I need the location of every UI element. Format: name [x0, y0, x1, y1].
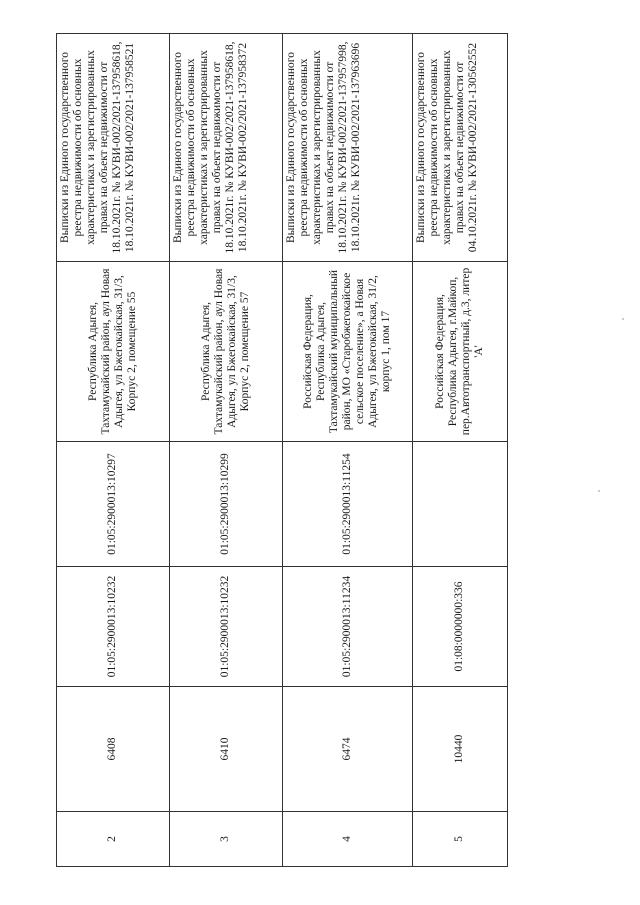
registry-extracts: Выписки из Единого государственного реестра недвижимости об основных характеристиках и зарегистрированных правах на объект недвижимости от 04.10.2021г. № КУВИ-002/2021-130562552: [412, 34, 507, 262]
cadastral-number-parent: 01:05:2900013:11234: [282, 567, 412, 687]
registry-number: 6474: [282, 687, 412, 812]
registry-extracts: Выписки из Единого государственного реестра недвижимости об основных характеристиках и зарегистрированных правах на объект недвижимости от 18.10.2021г. № КУВИ-002/2021-137957998, 18.10.2021г. № КУВИ-002/2021-137963696: [282, 34, 412, 262]
row-number: 4: [282, 812, 412, 867]
registry-extracts: Выписки из Единого государственного реестра недвижимости об основных характеристиках и зарегистрированных правах на объект недвижимости от 18.10.2021г. № КУВИ-002/2021-137958618, 18.10.2021г. № КУВИ-002/2021-137958372: [169, 34, 282, 262]
cadastral-number-object: [412, 442, 507, 567]
table-row: [169, 34, 282, 867]
cadastral-number-parent: 01:08:0000000:336: [412, 567, 507, 687]
table-row: [412, 34, 507, 867]
registry-number: 10440: [412, 687, 507, 812]
object-address: Республика Адыгея, Тахтамукайский район, аул Новая Адыгея, ул Бжегокайская, 31/3, Корпус 2, помещение 57: [169, 262, 282, 442]
object-address: Республика Адыгея, Тахтамукайский район, аул Новая Адыгея, ул Бжегокайская, 31/3, Корпус 2, помещение 55: [57, 262, 170, 442]
records-table: [56, 34, 508, 867]
scan-speck: [598, 490, 600, 492]
row-number: 3: [169, 812, 282, 867]
row-number: 5: [412, 812, 507, 867]
cadastral-number-object: 01:05:2900013:11254: [282, 442, 412, 567]
scan-speck: [622, 318, 624, 320]
object-address: Российская Федерация, Республика Адыгея, Тахтамукайский муниципальный район, МО «Старобжегокайское сельское поселение», а Новая Адыгея, ул Бжегокайская, 31/2, корпус 1, пом 17: [282, 262, 412, 442]
registry-extracts: Выписки из Единого государственного реестра недвижимости об основных характеристиках и зарегистрированных правах на объект недвижимости от 18.10.2021г. № КУВИ-002/2021-137958618, 18.10.2021г. № КУВИ-002/2021-137958521: [57, 34, 170, 262]
registry-number: 6410: [169, 687, 282, 812]
row-number: 2: [57, 812, 170, 867]
cadastral-number-object: 01:05:2900013:10299: [169, 442, 282, 567]
cadastral-number-object: 01:05:2900013:10297: [57, 442, 170, 567]
registry-number: 6408: [57, 687, 170, 812]
cadastral-number-parent: 01:05:2900013:10232: [169, 567, 282, 687]
table-row: [57, 34, 170, 867]
table-row: [282, 34, 412, 867]
cadastral-number-parent: 01:05:2900013:10232: [57, 567, 170, 687]
object-address: Российская Федерация, Республика Адыгея, г.Майкоп, пер.Автотранспортный, д.3, литер 'А': [412, 262, 507, 442]
